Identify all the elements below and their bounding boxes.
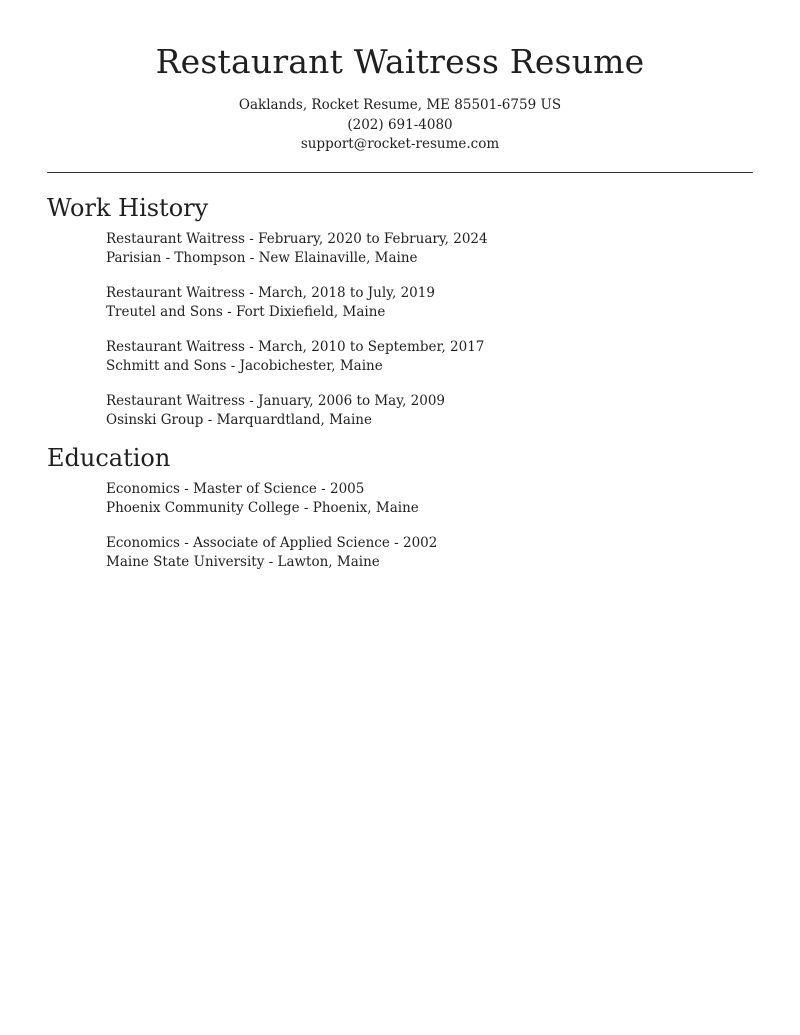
contact-info bbox=[47, 96, 753, 155]
work-employer-location: Schmitt and Sons - Jacobichester, Maine bbox=[106, 357, 383, 374]
education-school-location: Phoenix Community College - Phoenix, Maine bbox=[106, 499, 419, 516]
address-line: Oaklands, Rocket Resume, ME 85501-6759 US bbox=[238, 97, 562, 113]
work-employer-location: Parisian - Thompson - New Elainaville, Maine bbox=[106, 249, 418, 266]
email-line: support@rocket-resume.com bbox=[300, 136, 500, 152]
work-role-dates: Restaurant Waitress - February, 2020 to February, 2024 bbox=[106, 230, 488, 247]
resume-header bbox=[47, 0, 753, 155]
education-heading: Education bbox=[47, 443, 171, 472]
work-history-list bbox=[47, 230, 753, 430]
education-degree-year: Economics - Associate of Applied Science - 2002 bbox=[106, 534, 438, 551]
phone-line: (202) 691-4080 bbox=[347, 116, 453, 133]
education-entry bbox=[106, 480, 753, 518]
header-divider bbox=[47, 172, 753, 173]
work-entry bbox=[106, 230, 753, 268]
work-role-dates: Restaurant Waitress - March, 2018 to July, 2019 bbox=[106, 284, 435, 301]
education-entry bbox=[106, 534, 753, 572]
work-employer-location: Osinski Group - Marquardtland, Maine bbox=[106, 411, 372, 428]
work-role-dates: Restaurant Waitress - January, 2006 to May, 2009 bbox=[106, 392, 446, 409]
education-list bbox=[47, 480, 753, 572]
education-school-location: Maine State University - Lawton, Maine bbox=[106, 553, 380, 570]
work-entry bbox=[106, 284, 753, 322]
work-entry bbox=[106, 392, 753, 430]
page-title: Restaurant Waitress Resume bbox=[155, 42, 645, 81]
work-employer-location: Treutel and Sons - Fort Dixiefield, Maine bbox=[106, 303, 386, 320]
work-history-heading: Work History bbox=[47, 193, 209, 222]
work-role-dates: Restaurant Waitress - March, 2010 to September, 2017 bbox=[106, 338, 485, 355]
work-entry bbox=[106, 338, 753, 376]
education-degree-year: Economics - Master of Science - 2005 bbox=[106, 480, 365, 497]
